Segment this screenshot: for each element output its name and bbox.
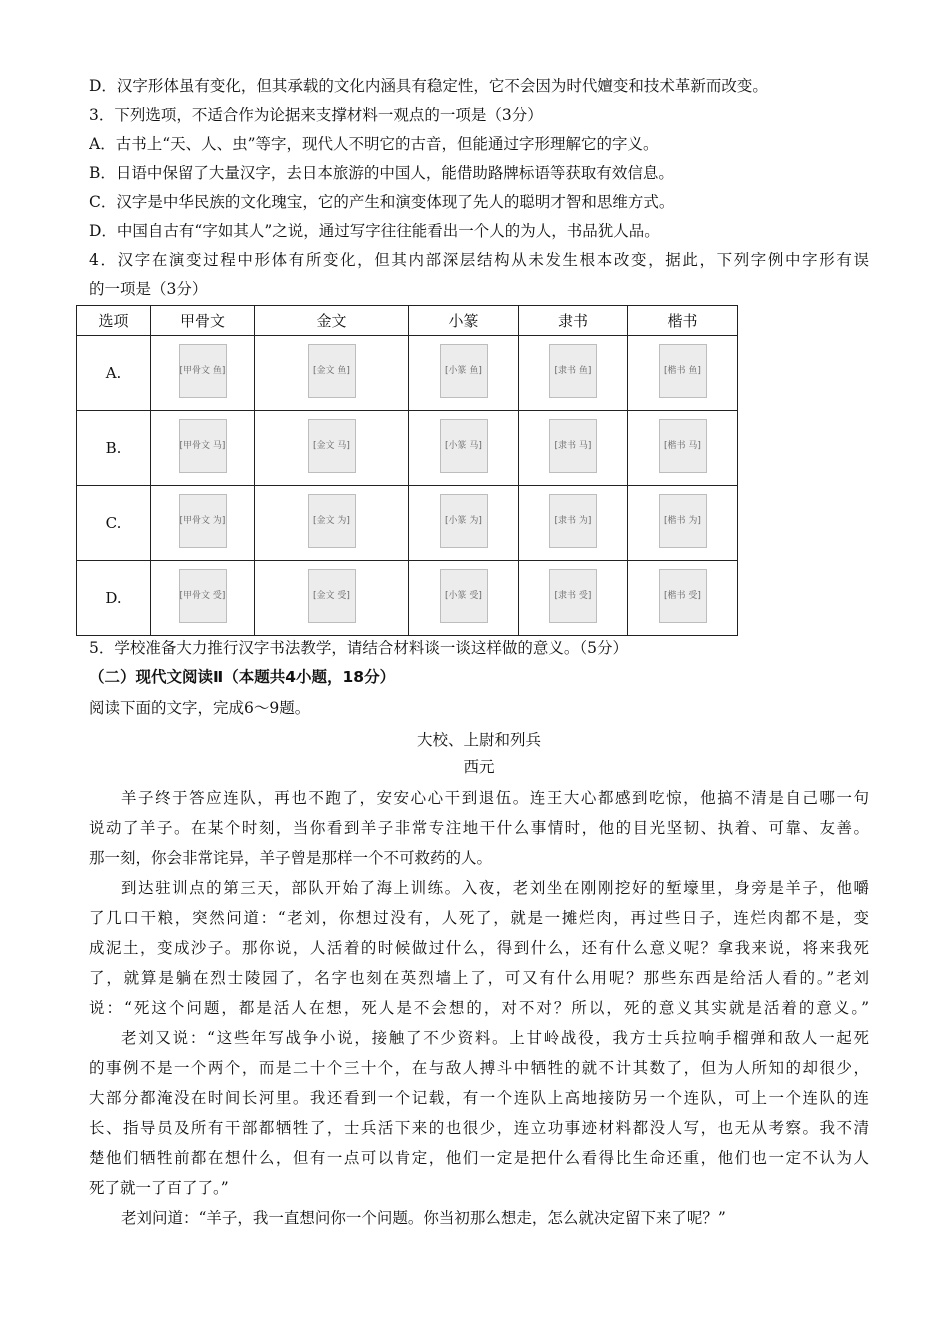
glyph-image: [楷书 受] [659,569,707,623]
option-d-q2: D．汉字形体虽有变化，但其承载的文化内涵具有稳定性，它不会因为时代嬗变和技术革新而改变。 [89,77,768,95]
option-b-q3: B．日语中保留了大量汉字，去日本旅游的中国人，能借助路牌标语等获取有效信息。 [89,164,674,182]
glyph-image: [小篆 马] [440,419,488,473]
header-option: 选项 [77,306,151,336]
story-author: 西元 [463,758,495,776]
glyph-image: [甲骨文 鱼] [179,344,227,398]
story-line: 那一刻，你会非常诧异，羊子曾是那样一个不可救药的人。 [89,849,493,867]
story-line: 说动了羊子。在某个时刻，当你看到羊子非常专注地干什么事情时，他的目光坚韧、执着、可靠、友善。 [89,819,869,837]
glyph-image: [隶书 为] [549,494,597,548]
option-c-q3: C．汉字是中华民族的文化瑰宝，它的产生和演变体现了先人的聪明才智和思维方式。 [89,193,675,211]
header-bronze: 金文 [255,306,409,336]
story-line: 老刘又说：“这些年写战争小说，接触了不少资料。上甘岭战役，我方士兵拉响手榴弹和敌人一起死 [121,1029,869,1047]
table-row [77,486,738,561]
table-header-row [77,306,738,336]
glyph-image: [金文 鱼] [308,344,356,398]
glyph-image: [楷书 马] [659,419,707,473]
story-line: 了，就算是躺在烈士陵园了，名字也刻在英烈墙上了，可又有什么用呢？那些东西是给活人看的。”老刘 [89,969,869,987]
table-row [77,561,738,636]
question-5: 5．学校准备大力推行汉字书法教学，请结合材料谈一谈这样做的意义。（5分） [89,639,628,657]
question-4-line1: 4．汉字在演变过程中形体有所变化，但其内部深层结构从未发生根本改变，据此，下列字例中字形有误 [89,251,869,269]
story-line: 羊子终于答应连队，再也不跑了，安安心心干到退伍。连王大心都感到吃惊，他搞不清是自己哪一句 [121,789,869,807]
question-3: 3．下列选项，不适合作为论据来支撑材料一观点的一项是（3分） [89,106,543,124]
glyph-image: [楷书 为] [659,494,707,548]
glyph-image: [金文 马] [308,419,356,473]
glyph-image: [金文 受] [308,569,356,623]
option-d-q3: D．中国自古有“字如其人”之说，通过写字往往能看出一个人的为人，书品犹人品。 [89,222,660,240]
table-row [77,336,738,411]
script-evolution-table [76,305,738,636]
section-heading: （二）现代文阅读Ⅱ（本题共4小题，18分） [89,668,396,686]
option-a-q3: A．古书上“天、人、虫”等字，现代人不明它的古音，但能通过字形理解它的字义。 [89,135,659,153]
glyph-image: [甲骨文 马] [179,419,227,473]
header-oracle-bone: 甲骨文 [151,306,255,336]
story-line: 了几口干粮，突然问道：“老刘，你想过没有，人死了，就是一摊烂肉，再过些日子，连烂肉都不是，变 [89,909,869,927]
header-small-seal: 小篆 [409,306,519,336]
story-line: 到达驻训点的第三天，部队开始了海上训练。入夜，老刘坐在刚刚挖好的堑壕里，身旁是羊子，他嚼 [121,879,869,897]
glyph-image: [小篆 为] [440,494,488,548]
story-title: 大校、上尉和列兵 [416,731,541,749]
story-line: 长、指导员及所有干部都牺牲了，士兵活下来的也很少，连立功事迹材料都没人写，也无从考察。我不清 [89,1119,869,1137]
glyph-image: [小篆 受] [440,569,488,623]
glyph-image: [甲骨文 受] [179,569,227,623]
story-line: 说：“死这个问题，都是活人在想，死人是不会想的，对不对？所以，死的意义其实就是活着的意义。” [89,999,869,1017]
story-line: 老刘问道：“羊子，我一直想问你一个问题。你当初那么想走，怎么就决定留下来了呢？” [121,1209,726,1227]
header-clerical: 隶书 [519,306,628,336]
row-label: B. [77,411,151,486]
reading-instruction: 阅读下面的文字，完成6～9题。 [89,699,311,717]
story-line: 大部分都淹没在时间长河里。我还看到一个记载，有一个连队上高地接防另一个连队，可上一个连队的连 [89,1089,869,1107]
glyph-image: [隶书 受] [549,569,597,623]
story-line: 楚他们牺牲前都在想什么，但有一点可以肯定，他们一定是把什么看得比生命还重，他们也一定不认为人 [89,1149,869,1167]
glyph-image: [隶书 马] [549,419,597,473]
glyph-image: [金文 为] [308,494,356,548]
story-line: 死了就一了百了了。” [89,1179,229,1197]
header-regular: 楷书 [628,306,738,336]
glyph-image: [隶书 鱼] [549,344,597,398]
table-row [77,411,738,486]
glyph-image: [小篆 鱼] [440,344,488,398]
story-line: 的事例不是一个两个，而是二十个三十个，在与敌人搏斗中牺牲的就不计其数了，但为人所知的却很少， [89,1059,869,1077]
story-line: 成泥土，变成沙子。那你说，人活着的时候做过什么，得到什么，还有什么意义呢？拿我来说，将来我死 [89,939,869,957]
glyph-image: [甲骨文 为] [179,494,227,548]
row-label: A. [77,336,151,411]
question-4-line2: 的一项是（3分） [89,280,208,298]
row-label: D. [77,561,151,636]
row-label: C. [77,486,151,561]
glyph-image: [楷书 鱼] [659,344,707,398]
